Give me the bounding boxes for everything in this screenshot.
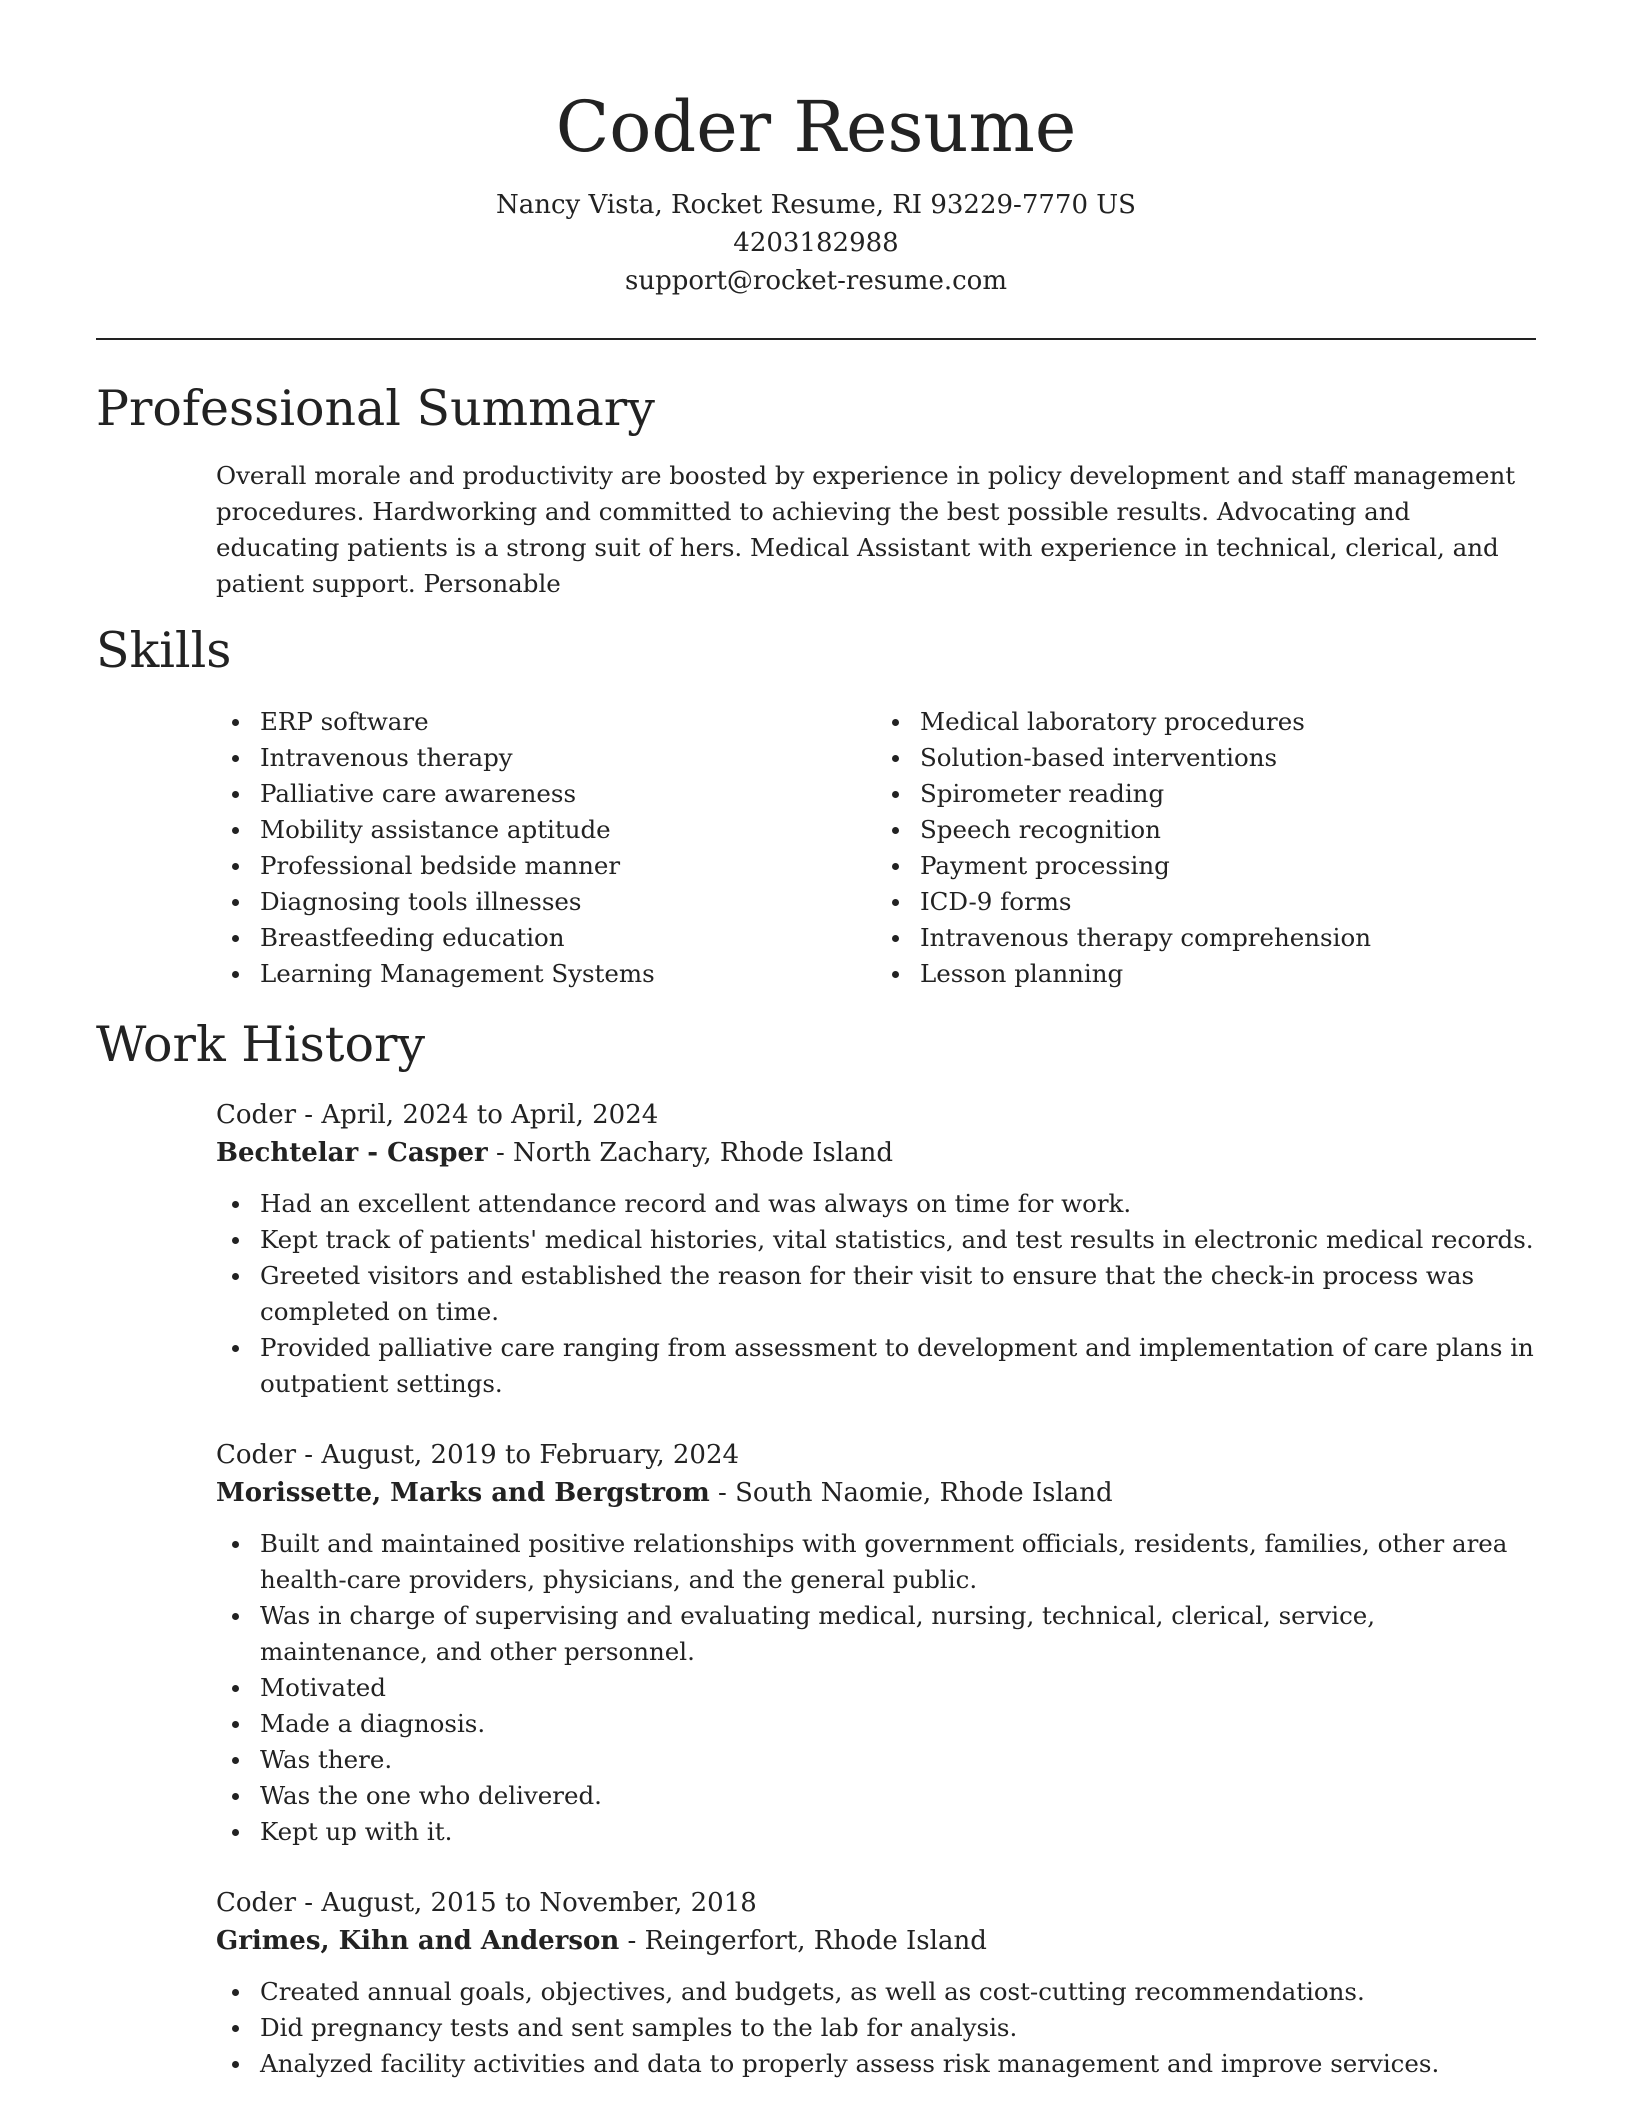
skill-item: Mobility assistance aptitude	[260, 812, 876, 848]
job-duty: Greeted visitors and established the reason for their visit to ensure that the check-in process was completed on time.	[216, 1258, 1536, 1330]
summary-heading: Professional Summary	[96, 380, 655, 437]
job-duty: Kept up with it.	[216, 1814, 1536, 1850]
skill-item: Payment processing	[920, 848, 1536, 884]
summary-section	[0, 378, 1632, 602]
job-location: - North Zachary, Rhode Island	[487, 1138, 893, 1168]
work-history-heading: Work History	[96, 1016, 426, 1073]
skill-item: Speech recognition	[920, 812, 1536, 848]
job-company-line	[216, 1134, 1536, 1172]
skill-item: ERP software	[260, 704, 876, 740]
job-title: Coder - August, 2019 to February, 2024	[216, 1440, 740, 1470]
contact-email: support@rocket-resume.com	[624, 266, 1007, 296]
job-duty: Kept track of patients' medical histories, vital statistics, and test results in electronic medical records.	[216, 1222, 1536, 1258]
skill-item: Solution-based interventions	[920, 740, 1536, 776]
job-duty: Was the one who delivered.	[216, 1778, 1536, 1814]
job-title: Coder - August, 2015 to November, 2018	[216, 1888, 757, 1918]
skill-item: Intravenous therapy comprehension	[920, 920, 1536, 956]
job-entry	[216, 1436, 1536, 1850]
skills-right-list	[876, 704, 1536, 992]
job-duty: Built and maintained positive relationships with government officials, residents, families, other area health-care providers, physicians, and the general public.	[216, 1526, 1536, 1598]
job-duty: Did pregnancy tests and sent samples to the lab for analysis.	[216, 2010, 1536, 2046]
skill-item: Professional bedside manner	[260, 848, 876, 884]
job-company: Grimes, Kihn and Anderson	[216, 1926, 620, 1956]
job-duties	[216, 1974, 1536, 2082]
skill-item: Breastfeeding education	[260, 920, 876, 956]
job-entry	[216, 1884, 1536, 2082]
skills-section	[0, 620, 1632, 992]
job-entry	[216, 1096, 1536, 1402]
skill-item: Diagnosing tools illnesses	[260, 884, 876, 920]
skills-columns	[216, 704, 1536, 992]
job-duty: Made a diagnosis.	[216, 1706, 1536, 1742]
summary-text: Overall morale and productivity are boosted by experience in policy development and staff management procedures. Hardworking and committed to achieving the best possible results. Advocating and educating patients is a strong suit of hers. Medical Assistant with experience in technical, clerical, and patient support. Personable	[216, 461, 1516, 598]
job-location: - Reingerfort, Rhode Island	[619, 1926, 987, 1956]
skills-left-list	[216, 704, 876, 992]
job-duty: Provided palliative care ranging from assessment to development and implementation of care plans in outpatient settings.	[216, 1330, 1536, 1402]
job-duties	[216, 1526, 1536, 1850]
work-history-section	[0, 1014, 1632, 2082]
skill-item: Learning Management Systems	[260, 956, 876, 992]
job-company: Bechtelar - Casper	[216, 1138, 488, 1168]
resume-header	[0, 0, 1632, 300]
header-divider	[96, 338, 1536, 340]
skill-item: Spirometer reading	[920, 776, 1536, 812]
job-company-line	[216, 1474, 1536, 1512]
job-duty: Created annual goals, objectives, and budgets, as well as cost-cutting recommendations.	[216, 1974, 1536, 2010]
job-duty: Motivated	[216, 1670, 1536, 1706]
job-duties	[216, 1186, 1536, 1402]
skill-item: Medical laboratory procedures	[920, 704, 1536, 740]
skills-heading: Skills	[96, 622, 232, 679]
job-company-line	[216, 1922, 1536, 1960]
job-duty: Was in charge of supervising and evaluating medical, nursing, technical, clerical, service, maintenance, and other personnel.	[216, 1598, 1536, 1670]
job-duty: Was there.	[216, 1742, 1536, 1778]
job-duty: Analyzed facility activities and data to properly assess risk management and improve services.	[216, 2046, 1536, 2082]
skill-item: Intravenous therapy	[260, 740, 876, 776]
skill-item: Palliative care awareness	[260, 776, 876, 812]
job-company: Morissette, Marks and Bergstrom	[216, 1478, 710, 1508]
contact-block	[0, 186, 1632, 300]
skill-item: Lesson planning	[920, 956, 1536, 992]
contact-address: Nancy Vista, Rocket Resume, RI 93229-7770 US	[496, 190, 1136, 220]
job-duty: Had an excellent attendance record and was always on time for work.	[216, 1186, 1536, 1222]
contact-phone: 4203182988	[733, 228, 899, 258]
resume-title: Coder Resume	[555, 86, 1077, 168]
job-location: - South Naomie, Rhode Island	[709, 1478, 1113, 1508]
skill-item: ICD-9 forms	[920, 884, 1536, 920]
job-title: Coder - April, 2024 to April, 2024	[216, 1100, 659, 1130]
